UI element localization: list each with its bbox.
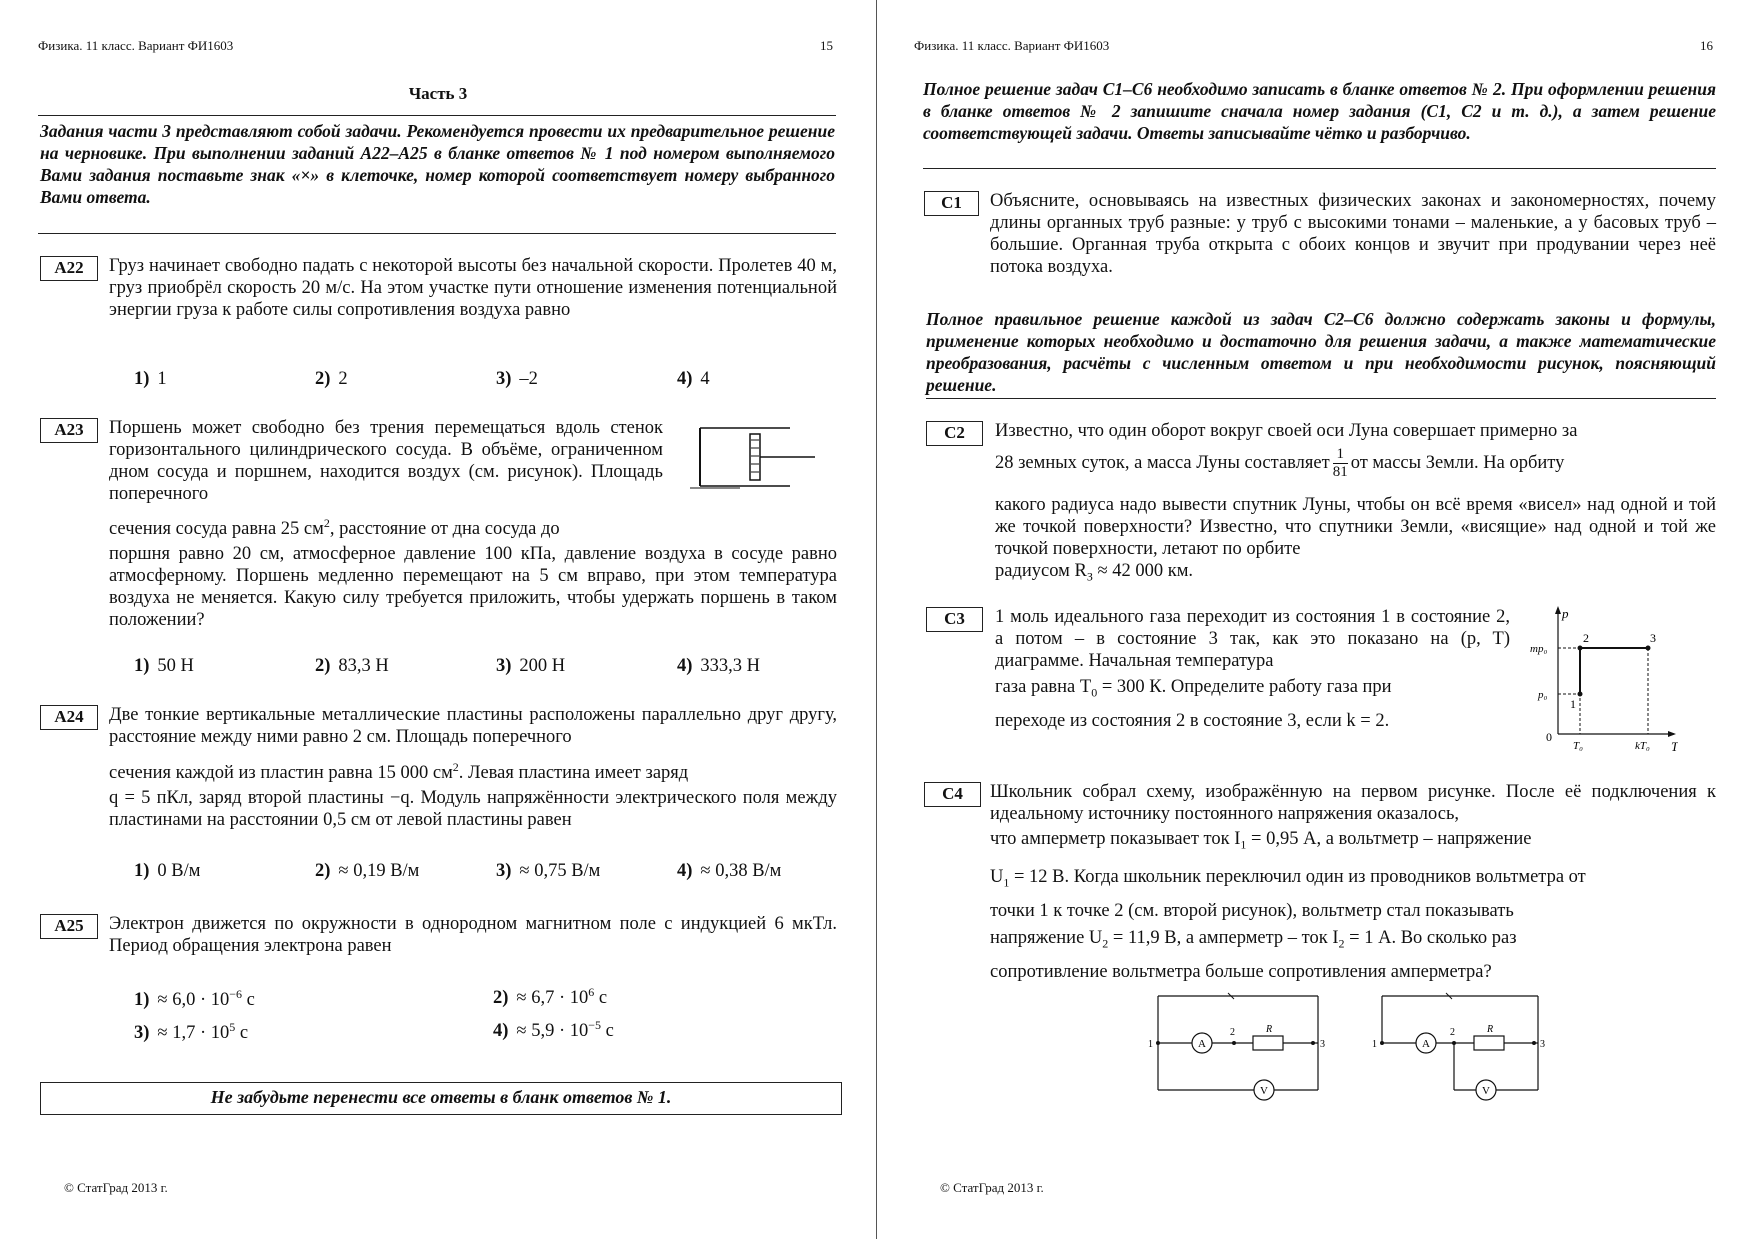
resistor-label: R xyxy=(1487,1024,1494,1035)
answer-option[interactable]: 2) 2 xyxy=(315,369,348,389)
answer-option[interactable]: 1) 0 В/м xyxy=(134,861,201,881)
question-text-c2: Известно, что один оборот вокруг своей оси Луна совершает примерно за xyxy=(995,421,1578,441)
node-label: 1 xyxy=(1148,1039,1153,1050)
question-label-a25: А25 xyxy=(40,914,98,939)
instructions-c1-c6: Полное решение задач С1–С6 необходимо записать в бланке ответов № 2. При оформлении решения в бланке ответов № 2 запишите сначала номер задания (С1, С2 и т. д.), а затем решение соответствующей задачи. Ответы записывайте чётко и разборчиво. xyxy=(923,79,1716,143)
x-tick-label: kT₀ xyxy=(1635,740,1650,752)
answer-option[interactable]: 4) ≈ 0,38 В/м xyxy=(677,861,782,881)
point-label: 2 xyxy=(1583,631,1589,645)
question-label-a24: А24 xyxy=(40,705,98,730)
question-label-a23: А23 xyxy=(40,418,98,443)
node-label: 2 xyxy=(1230,1027,1235,1038)
answer-option[interactable]: 4) 333,3 Н xyxy=(677,656,761,676)
answer-option[interactable]: $4) \approx 5,9 \cdot 10^{-5}$ с xyxy=(493,1018,614,1042)
instructions-c2-c6: Полное правильное решение каждой из задач С2–С6 должно содержать законы и формулы, применение которых необходимо и достаточно для решения задачи, а также математические преобразования, расчёты с численным ответом и при необходимости рисунок, поясняющий решение. xyxy=(926,309,1716,395)
piston-vessel-figure xyxy=(680,424,830,494)
question-text-c3: 1 моль идеального газа переходит из состояния 1 в состояние 2, а потом – в состояние 3 так, как это показано на (p, T) диаграмме. Начальная температура xyxy=(995,607,1510,671)
answer-option[interactable]: $2) \approx 6,7 \cdot 10^6$ с xyxy=(493,985,608,1009)
question-text-a24-line: сечения каждой из пластин равна 15 000 $см^2$. Левая пластина имеет заряд xyxy=(109,760,689,784)
node-label: 1 xyxy=(1372,1039,1377,1050)
circuit-diagram-2 xyxy=(1370,990,1550,1102)
question-text-a25: Электрон движется по окружности в однородном магнитном поле с индукцией 6 мкТл. Период обращения электрона равен xyxy=(109,914,837,956)
node-label: 3 xyxy=(1320,1039,1325,1050)
point-label: 1 xyxy=(1570,697,1576,711)
question-text-c4-line1: что амперметр показывает ток $I_1 = 0,95$ А, а вольтметр – напряжение xyxy=(990,829,1532,852)
ammeter-label: A xyxy=(1422,1038,1430,1050)
point-label: 3 xyxy=(1650,631,1656,645)
question-text-a23-cont: поршня равно 20 см, атмосферное давление 100 кПа, давление воздуха в сосуде равно атмосферному. Поршень медленно перемещают на 5 см вправо, при этом температура воздуха не меняется. Какую силу требуется приложить, чтобы удержать поршень в таком положении? xyxy=(109,544,837,630)
instructions: Задания части 3 представляют собой задачи. Рекомендуется провести их предварительное решение на черновике. При выполнении заданий А22–А25 в бланке ответов № 1 под номером выполняемого Вами задания поставьте знак «×» в клеточке, номер которой соответствует номеру выбранного Вами ответа. xyxy=(40,121,835,207)
answer-option[interactable]: 2) 83,3 Н xyxy=(315,656,389,676)
x-axis-label: T xyxy=(1671,739,1678,754)
fraction: $\frac{1}{81}$ xyxy=(1332,446,1348,480)
node-label: 3 xyxy=(1540,1039,1545,1050)
divider xyxy=(38,233,836,234)
answer-option[interactable]: 3) –2 xyxy=(496,369,538,389)
question-text-a23-line: сечения сосуда равна 25 $см^2$, расстояние от дна сосуда до xyxy=(109,516,560,540)
question-text-c1: Объясните, основываясь на известных физических законах и закономерностях, почему длины органных труб разные: у труб с высокими тонами – маленькие, а у басовых труб – большие. Органная труба открыта с обоих концов и звучит при продувании через неё потока воздуха. xyxy=(990,191,1716,277)
node-label: 2 xyxy=(1450,1027,1455,1038)
resistor-label: R xyxy=(1266,1024,1273,1035)
question-text-a24: Две тонкие вертикальные металлические пластины расположены параллельно друг другу, расстояние между ними равно 2 см. Площадь поперечного xyxy=(109,705,837,747)
origin-label: 0 xyxy=(1546,730,1552,744)
answer-option[interactable]: 1) 1 xyxy=(134,369,167,389)
circuit-diagram-1 xyxy=(1148,990,1328,1102)
question-label-c2: С2 xyxy=(926,421,983,446)
question-text-a22: Груз начинает свободно падать с некоторой высоты без начальной скорости. Пролетев 40 м, груз приобрёл скорость 20 м/с. На этом участке пути отношение изменения потенциальной энергии груза к работе силы сопротивления воздуха равно xyxy=(109,256,837,320)
question-text-a24-cont: q = 5 пКл, заряд второй пластины −q. Модуль напряжённости электрического поля между пластинами на расстоянии 0,5 см от левой пластины равен xyxy=(109,788,837,830)
x-tick-label: T₀ xyxy=(1573,740,1583,752)
voltmeter-label: V xyxy=(1482,1085,1490,1097)
page-footer: © СтатГрад 2013 г. xyxy=(940,1180,1044,1195)
page-number: 15 xyxy=(820,38,833,53)
question-text-c4-line2: $U_1 = 12$ В. Когда школьник переключил один из проводников вольтметра от xyxy=(990,867,1586,890)
page-footer: © СтатГрад 2013 г. xyxy=(64,1180,168,1195)
page-number: 16 xyxy=(1700,38,1713,53)
answer-option[interactable]: $1) \approx 6,0 \cdot 10^{-6}$ с xyxy=(134,987,255,1011)
question-text-c2-line: 28 земных суток, а масса Луны составляет $\frac{1}{81}$ от массы Земли. На орбиту xyxy=(995,446,1565,480)
question-text-c4: Школьник собрал схему, изображённую на первом рисунке. После её подключения к идеальному источнику постоянного напряжения оказалось, xyxy=(990,782,1716,824)
right-page xyxy=(878,0,1754,1239)
question-label-c3: С3 xyxy=(926,607,983,632)
answer-option[interactable]: 4) 4 xyxy=(677,369,710,389)
question-text-c3-cont: переходе из состояния 2 в состояние 3, если k = 2. xyxy=(995,711,1390,731)
answer-option[interactable]: 2) ≈ 0,19 В/м xyxy=(315,861,420,881)
question-label-c4: С4 xyxy=(924,782,981,807)
divider xyxy=(926,398,1716,399)
pt-diagram xyxy=(1528,604,1678,754)
question-label-a22: А22 xyxy=(40,256,98,281)
question-text-c4-end: сопротивление вольтметра больше сопротивления амперметра? xyxy=(990,962,1492,982)
question-text-c2-end: радиусом $R_З \approx 42$ 000 км. xyxy=(995,561,1194,584)
y-tick-label: p₀ xyxy=(1538,689,1548,701)
question-text-c2-cont: какого радиуса надо вывести спутник Луны, чтобы он всё время «висел» над одной и той же точкой поверхности? Известно, что спутники Земли, «висящие» над одной и той же точкой поверхности, летают по орбите xyxy=(995,495,1716,559)
y-axis-label: p xyxy=(1562,606,1569,621)
answer-option[interactable]: 3) ≈ 0,75 В/м xyxy=(496,861,601,881)
question-label-c1: С1 xyxy=(924,191,979,216)
answer-option[interactable]: 3) 200 Н xyxy=(496,656,566,676)
voltmeter-label: V xyxy=(1260,1085,1268,1097)
reminder-box: Не забудьте перенести все ответы в бланк ответов № 1. xyxy=(40,1082,842,1115)
part-title: Часть 3 xyxy=(408,84,468,103)
answer-option[interactable]: 1) 50 Н xyxy=(134,656,194,676)
page-header: Физика. 11 класс. Вариант ФИ1603 xyxy=(914,38,1110,53)
question-text-c3-line: газа равна $T_0 = 300$ К. Определите работу газа при xyxy=(995,677,1392,700)
question-text-c4-line4: напряжение $U_2 = 11,9$ В, а амперметр – ток $I_2 = 1$ А. Во сколько раз xyxy=(990,928,1517,951)
question-text-c4-line3: точки 1 к точке 2 (см. второй рисунок), вольтметр стал показывать xyxy=(990,901,1514,921)
divider xyxy=(38,115,836,116)
answer-option[interactable]: $3) \approx 1,7 \cdot 10^5$ с xyxy=(134,1020,249,1044)
y-tick-label: mp₀ xyxy=(1530,643,1548,655)
question-text-a23: Поршень может свободно без трения перемещаться вдоль стенок горизонтального цилиндрического сосуда. В объёме, ограниченном дном сосуда и поршнем, находится воздух (см. рисунок). Площадь поперечного xyxy=(109,418,663,504)
divider xyxy=(923,168,1716,169)
page-header: Физика. 11 класс. Вариант ФИ1603 xyxy=(38,38,234,53)
ammeter-label: A xyxy=(1198,1038,1206,1050)
